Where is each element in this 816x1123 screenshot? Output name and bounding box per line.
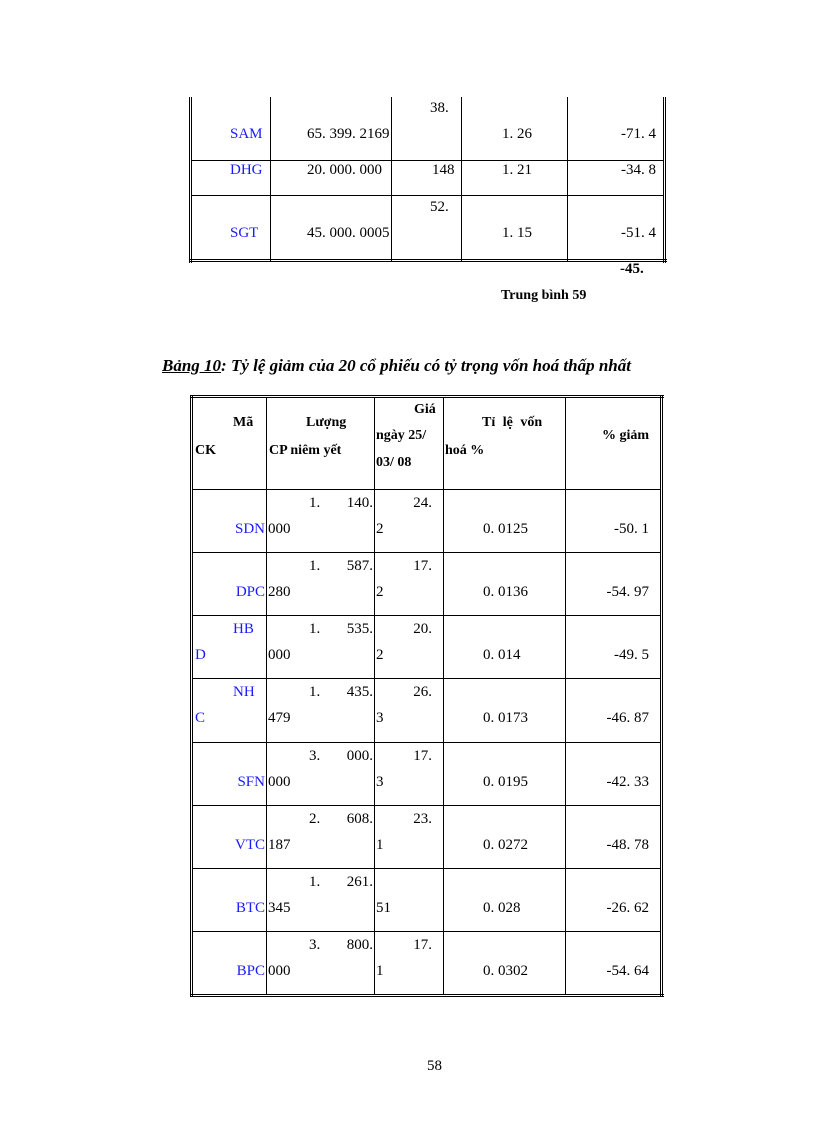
price-cell: 17. — [413, 748, 432, 764]
volume-cell: 587. — [346, 558, 373, 574]
price-cell: 38. — [430, 100, 449, 116]
volume-cell: 261. — [346, 874, 373, 890]
volume-cell: 1. — [309, 558, 321, 574]
ratio-cell: 0. 028 — [483, 900, 521, 916]
stock-code: SDN — [234, 521, 265, 537]
stock-code: NH — [233, 684, 255, 700]
decrease-cell: -71. 4 — [621, 126, 656, 142]
price-cell: 20. — [413, 621, 432, 637]
caption-label: Bảng 10 — [162, 356, 222, 375]
bottom-table-left-border — [190, 395, 193, 997]
decrease-cell: -54. 97 — [606, 584, 649, 600]
ratio-cell: 0. 0125 — [483, 521, 528, 537]
price-cell: 52. — [430, 199, 449, 215]
top-table-right-border — [663, 97, 666, 263]
price-cell: 1 — [376, 963, 384, 979]
stock-code: SFN — [237, 774, 265, 790]
caption-text: : Tỷ lệ giảm của 20 cổ phiếu có tỷ trọng vốn hoá thấp nhất — [221, 356, 631, 375]
ratio-cell: 0. 0195 — [483, 774, 528, 790]
volume-cell: 000 — [268, 963, 291, 979]
volume-cell: 435. — [346, 684, 373, 700]
volume-cell: 535. — [346, 621, 373, 637]
price-cell: 26. — [413, 684, 432, 700]
ratio-cell: 0. 0136 — [483, 584, 528, 600]
ratio-cell: 1. 21 — [502, 162, 532, 178]
volume-cell: 2. — [309, 811, 321, 827]
price-cell: 2 — [376, 584, 384, 600]
decrease-cell: -48. 78 — [606, 837, 649, 853]
price-cell: 148 — [432, 162, 455, 178]
header-volume: Lượng — [306, 415, 347, 430]
price-cell: 2 — [376, 647, 384, 663]
stock-code: VTC — [235, 837, 265, 853]
volume-cell: 280 — [268, 584, 291, 600]
header-decrease: % giảm — [602, 428, 650, 443]
header-price: Giá — [414, 402, 436, 417]
header-code: Mã — [233, 415, 254, 430]
price-cell: 17. — [413, 558, 432, 574]
bottom-table-right-border — [660, 395, 663, 997]
volume-cell: 140. — [346, 495, 373, 511]
stock-code: HB — [233, 621, 254, 637]
price-cell: 24. — [413, 495, 432, 511]
bottom-table-bottom-border — [190, 994, 664, 997]
volume-cell: 3. — [309, 748, 321, 764]
decrease-cell: -26. 62 — [606, 900, 649, 916]
volume-cell: 1. — [309, 874, 321, 890]
volume-cell: 1. — [309, 684, 321, 700]
stock-code: BPC — [236, 963, 265, 979]
average-value: -45. — [620, 261, 644, 277]
volume-cell: 800. — [346, 937, 373, 953]
header-ratio: hoá % — [445, 443, 485, 458]
top-table-bottom-border — [189, 259, 667, 262]
decrease-cell: -42. 33 — [606, 774, 649, 790]
volume-cell: 65. 399. 2169 — [307, 126, 390, 142]
price-cell: 17. — [413, 937, 432, 953]
volume-cell: 000 — [268, 647, 291, 663]
price-cell: 3 — [376, 710, 384, 726]
decrease-cell: -51. 4 — [621, 225, 656, 241]
ratio-cell: 1. 15 — [502, 225, 532, 241]
ratio-cell: 1. 26 — [502, 126, 532, 142]
volume-cell: 1. — [309, 495, 321, 511]
price-cell: 23. — [413, 811, 432, 827]
price-cell: 51 — [376, 900, 391, 916]
stock-code: DHG — [230, 162, 263, 178]
ratio-cell: 0. 0302 — [483, 963, 528, 979]
price-cell: 1 — [376, 837, 384, 853]
volume-cell: 345 — [268, 900, 291, 916]
bottom-table-top-border — [190, 395, 664, 398]
volume-cell: 000. — [346, 748, 373, 764]
average-label: Trung bình 59 — [501, 288, 587, 303]
price-cell: 2 — [376, 521, 384, 537]
volume-cell: 000 — [268, 521, 291, 537]
volume-cell: 3. — [309, 937, 321, 953]
table-caption — [162, 356, 631, 376]
volume-cell: 608. — [346, 811, 373, 827]
decrease-cell: -54. 64 — [606, 963, 649, 979]
ratio-cell: 0. 0173 — [483, 710, 528, 726]
volume-cell: 20. 000. 000 — [307, 162, 382, 178]
price-cell: 3 — [376, 774, 384, 790]
ratio-cell: 0. 0272 — [483, 837, 528, 853]
header-volume: CP niêm yết — [269, 443, 342, 458]
volume-cell: 187 — [268, 837, 291, 853]
header-price: 03/ 08 — [376, 455, 412, 470]
volume-cell: 000 — [268, 774, 291, 790]
stock-code: D — [195, 647, 206, 663]
decrease-cell: -34. 8 — [621, 162, 656, 178]
volume-cell: 1. — [309, 621, 321, 637]
top-table-left-border — [189, 97, 192, 263]
volume-cell: 479 — [268, 710, 291, 726]
ratio-cell: 0. 014 — [483, 647, 521, 663]
header-code: CK — [195, 443, 216, 458]
volume-cell: 45. 000. 0005 — [307, 225, 390, 241]
stock-code: SGT — [230, 225, 259, 241]
header-ratio: Tỉ lệ vốn — [482, 415, 543, 430]
stock-code: BTC — [235, 900, 265, 916]
header-price: ngày 25/ — [376, 428, 427, 443]
stock-code: DPC — [235, 584, 265, 600]
page-number: 58 — [427, 1058, 442, 1074]
decrease-cell: -46. 87 — [606, 710, 649, 726]
stock-code: C — [195, 710, 206, 726]
decrease-cell: -50. 1 — [614, 521, 649, 537]
decrease-cell: -49. 5 — [614, 647, 649, 663]
stock-code: SAM — [230, 126, 263, 142]
